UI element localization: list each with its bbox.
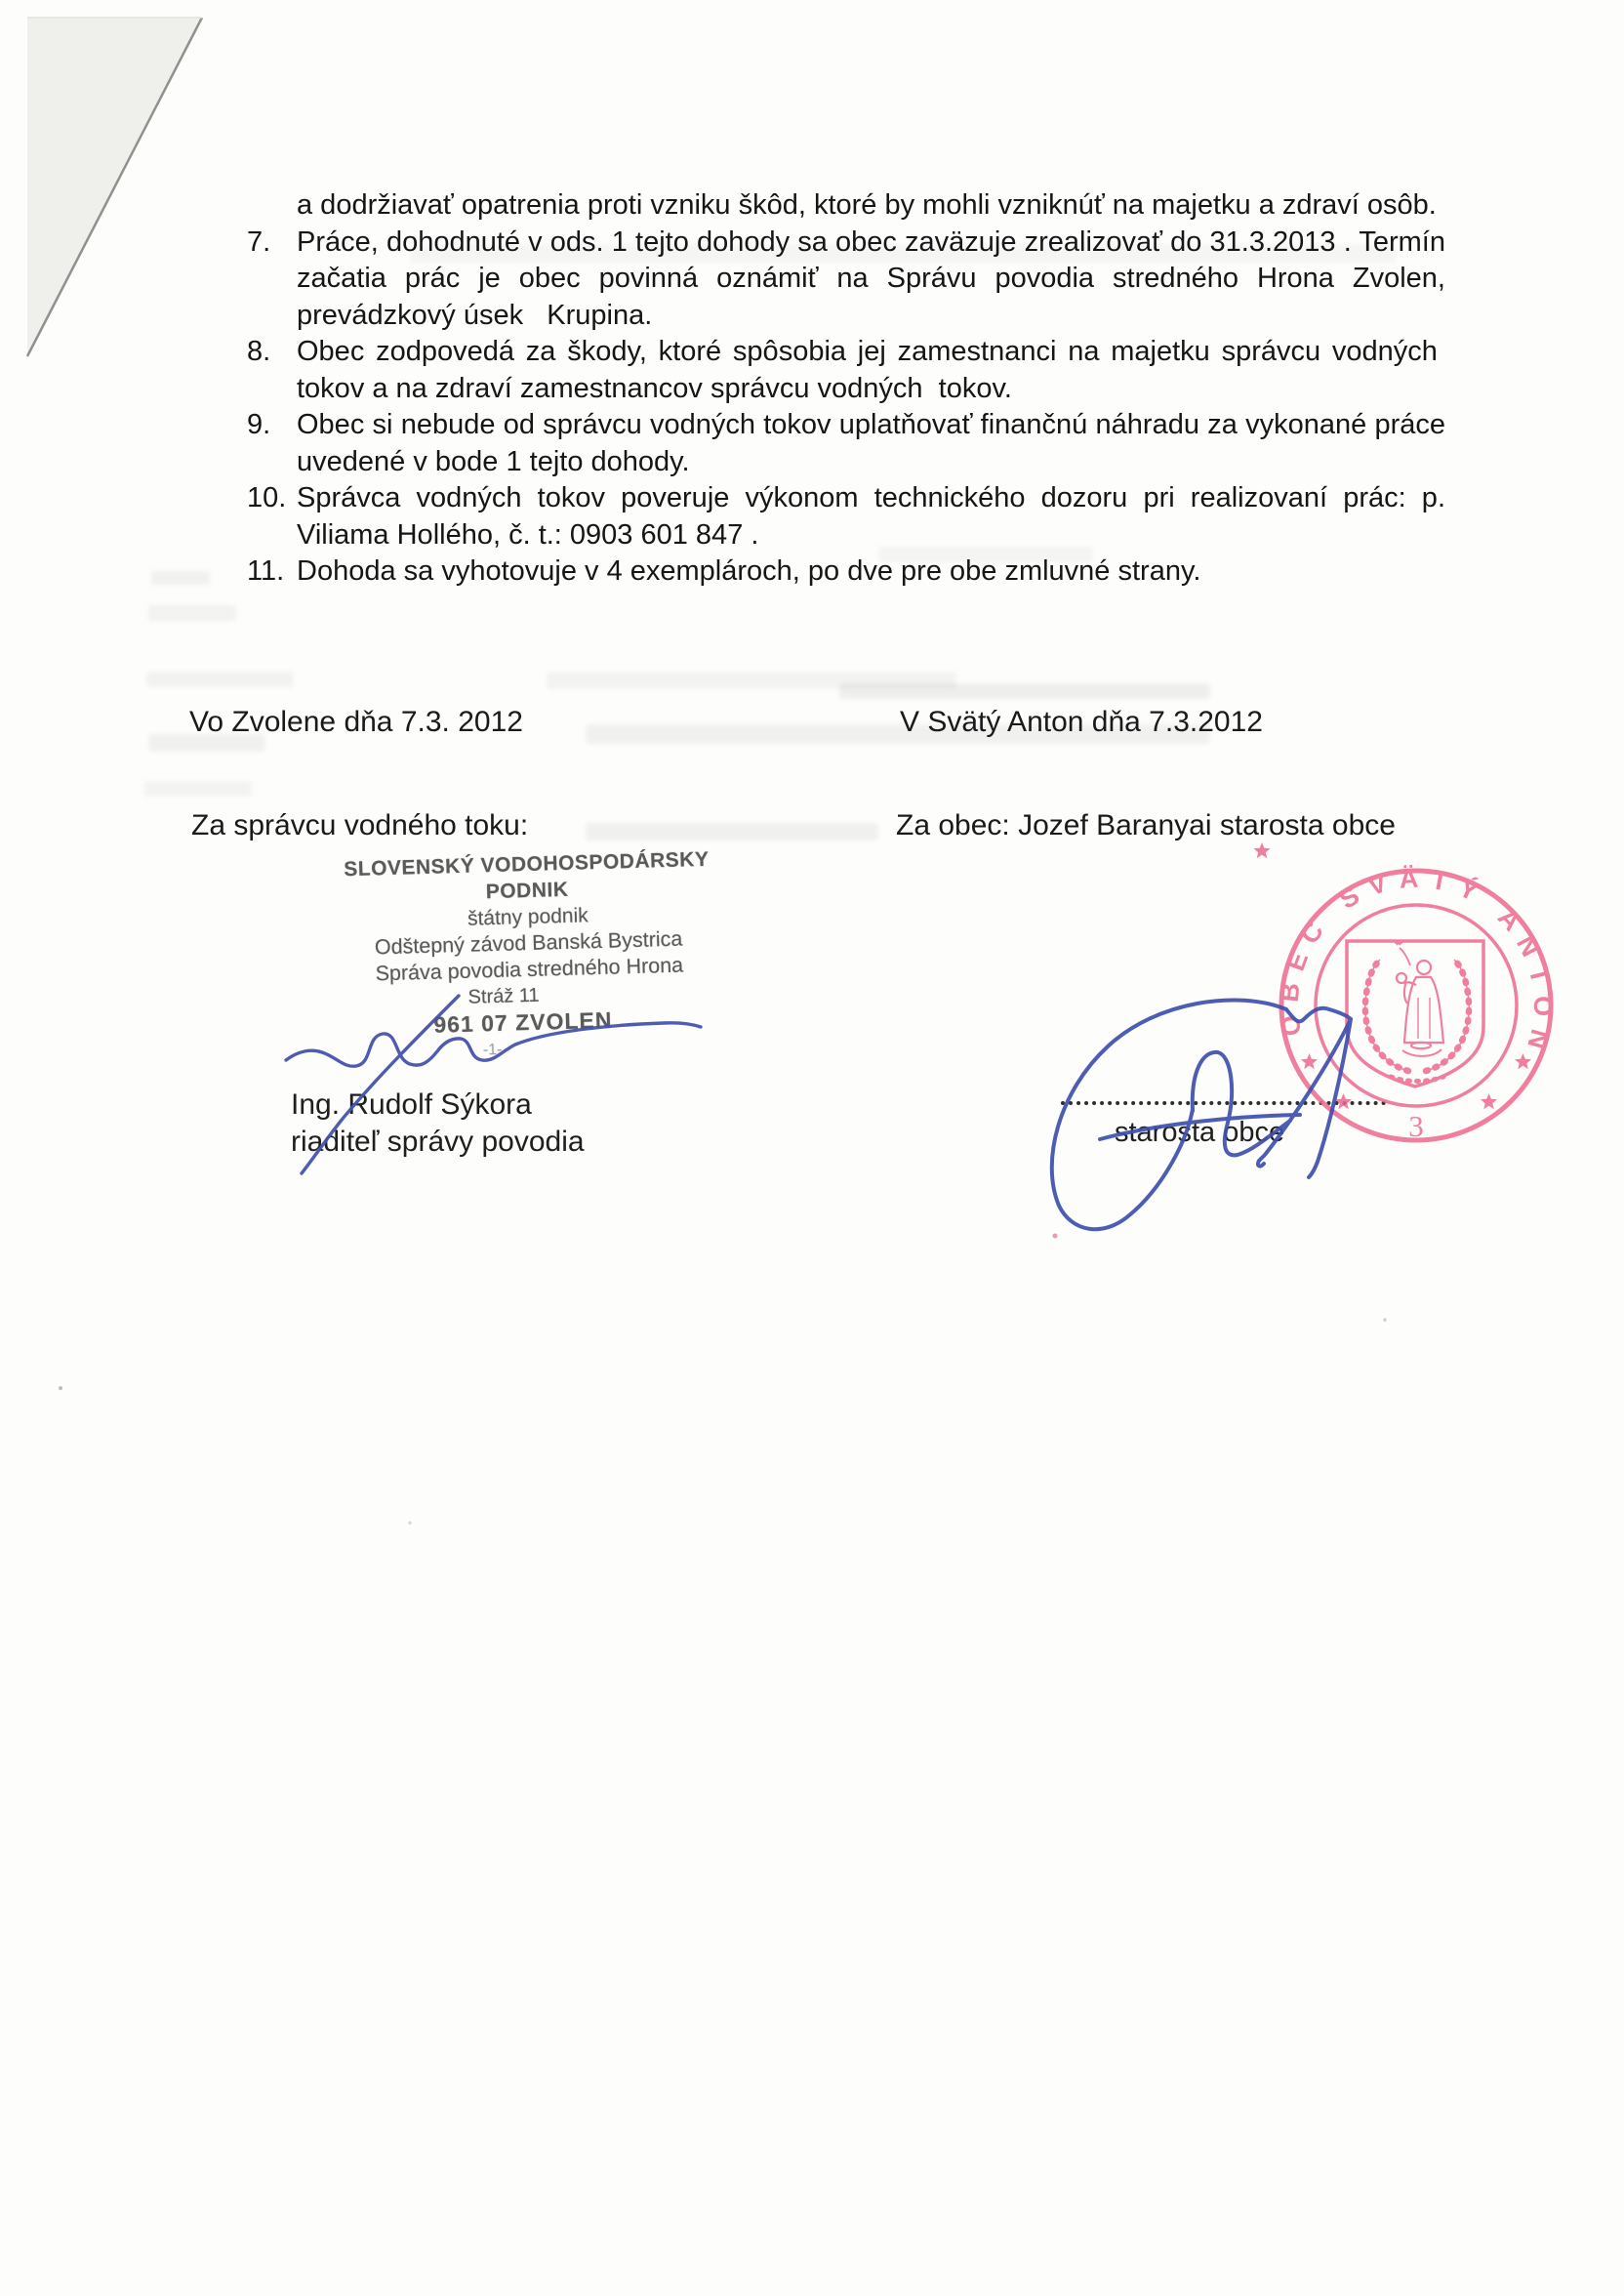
stamp-star-icon <box>1253 842 1270 858</box>
right-signature-ink <box>1052 1000 1351 1229</box>
bleed-through-artifact <box>586 823 878 840</box>
left-signatory-name: Ing. Rudolf Sýkora <box>291 1088 532 1121</box>
list-item-text: Správca vodných tokov poveruje výkonom technického dozoru pri realizovaní prác: p. Viliama Hollého, č. t.: 0903 601 847 . <box>297 482 1445 551</box>
svg-text:OBEC SVÄTÝ ANTON <box>1275 864 1558 1052</box>
list-item-number: 7. <box>247 226 271 258</box>
stamp-org-type: štátny podnik <box>467 904 589 930</box>
stamp-index: -1- <box>482 1041 503 1059</box>
list-item-8 <box>247 334 1449 407</box>
right-signatory-title: starosta obce <box>1115 1117 1285 1148</box>
left-signatory-block <box>291 1086 585 1161</box>
list-item-11 <box>247 554 1449 591</box>
stamp-org-unit: Správa povodia stredného Hrona <box>375 953 684 986</box>
agreement-body-text <box>247 187 1449 591</box>
stamp-org-name: SLOVENSKÝ VODOHOSPODÁRSKY PODNIK <box>343 847 710 904</box>
list-item-10 <box>247 480 1449 554</box>
list-item-number: 11. <box>247 555 285 587</box>
left-signatory-title: riaditeľ správy povodia <box>291 1126 585 1158</box>
stamp-number: 3 <box>1408 1109 1424 1143</box>
paper-specks <box>59 1234 1387 1525</box>
saint-anthony-figure <box>1395 941 1443 1056</box>
date-place-left: Vo Zvolene dňa 7.3. 2012 <box>189 706 523 738</box>
signature-dotted-line <box>1061 1084 1386 1105</box>
list-item-text: Dohoda sa vyhotovuje v 4 exemplároch, po dve pre obe zmluvné strany. <box>297 555 1201 587</box>
list-item-number: 9. <box>247 409 271 440</box>
office-stamp-text <box>311 845 747 1068</box>
stamp-org-branch: Odštepný závod Banská Bystrica <box>374 926 683 960</box>
list-item-text: Obec zodpovedá za škody, ktoré spôsobia jej zamestnanci na majetku správcu vodných tokov a na zdraví zamestnancov správcu vodných tokov. <box>297 336 1445 404</box>
intro-continuation-paragraph: a dodržiavať opatrenia proti vzniku škôd, ktoré by mohli vzniknúť na majetku a zdraví osôb. <box>297 189 1437 221</box>
signature-label-right: Za obec: Jozef Baranyai starosta obce <box>896 809 1396 841</box>
list-item-9 <box>247 407 1449 480</box>
date-place-right: V Svätý Anton dňa 7.3.2012 <box>900 706 1263 738</box>
bleed-through-artifact <box>146 672 293 687</box>
signature-label-left: Za správcu vodného toku: <box>191 809 529 841</box>
bleed-through-artifact <box>839 683 1210 699</box>
bleed-through-artifact <box>144 781 252 797</box>
list-item-text: Práce, dohodnuté v ods. 1 tejto dohody sa obec zaväzuje zrealizovať do 31.3.2013 . Termín začatia prác je obec povinná oznámiť na Správu povodia stredného Hrona Zvolen, prevádzkový úsek Krupina. <box>297 226 1445 331</box>
list-item-7 <box>247 225 1449 335</box>
list-item-number: 8. <box>247 336 271 367</box>
list-item-number: 10. <box>247 482 287 513</box>
stamp-street: Stráž 11 <box>467 984 540 1008</box>
bleed-through-artifact <box>148 605 236 621</box>
bleed-through-artifact <box>151 571 210 585</box>
stamp-city: 961 07 ZVOLEN <box>433 1006 613 1038</box>
page-fold-corner <box>27 18 202 356</box>
list-item-text: Obec si nebude od správcu vodných tokov uplatňovať finančnú náhradu za vykonané práce uvedené v bode 1 tejto dohody. <box>297 409 1445 477</box>
stamp-ring-text: OBEC SVÄTÝ ANTON <box>1274 863 1559 1052</box>
